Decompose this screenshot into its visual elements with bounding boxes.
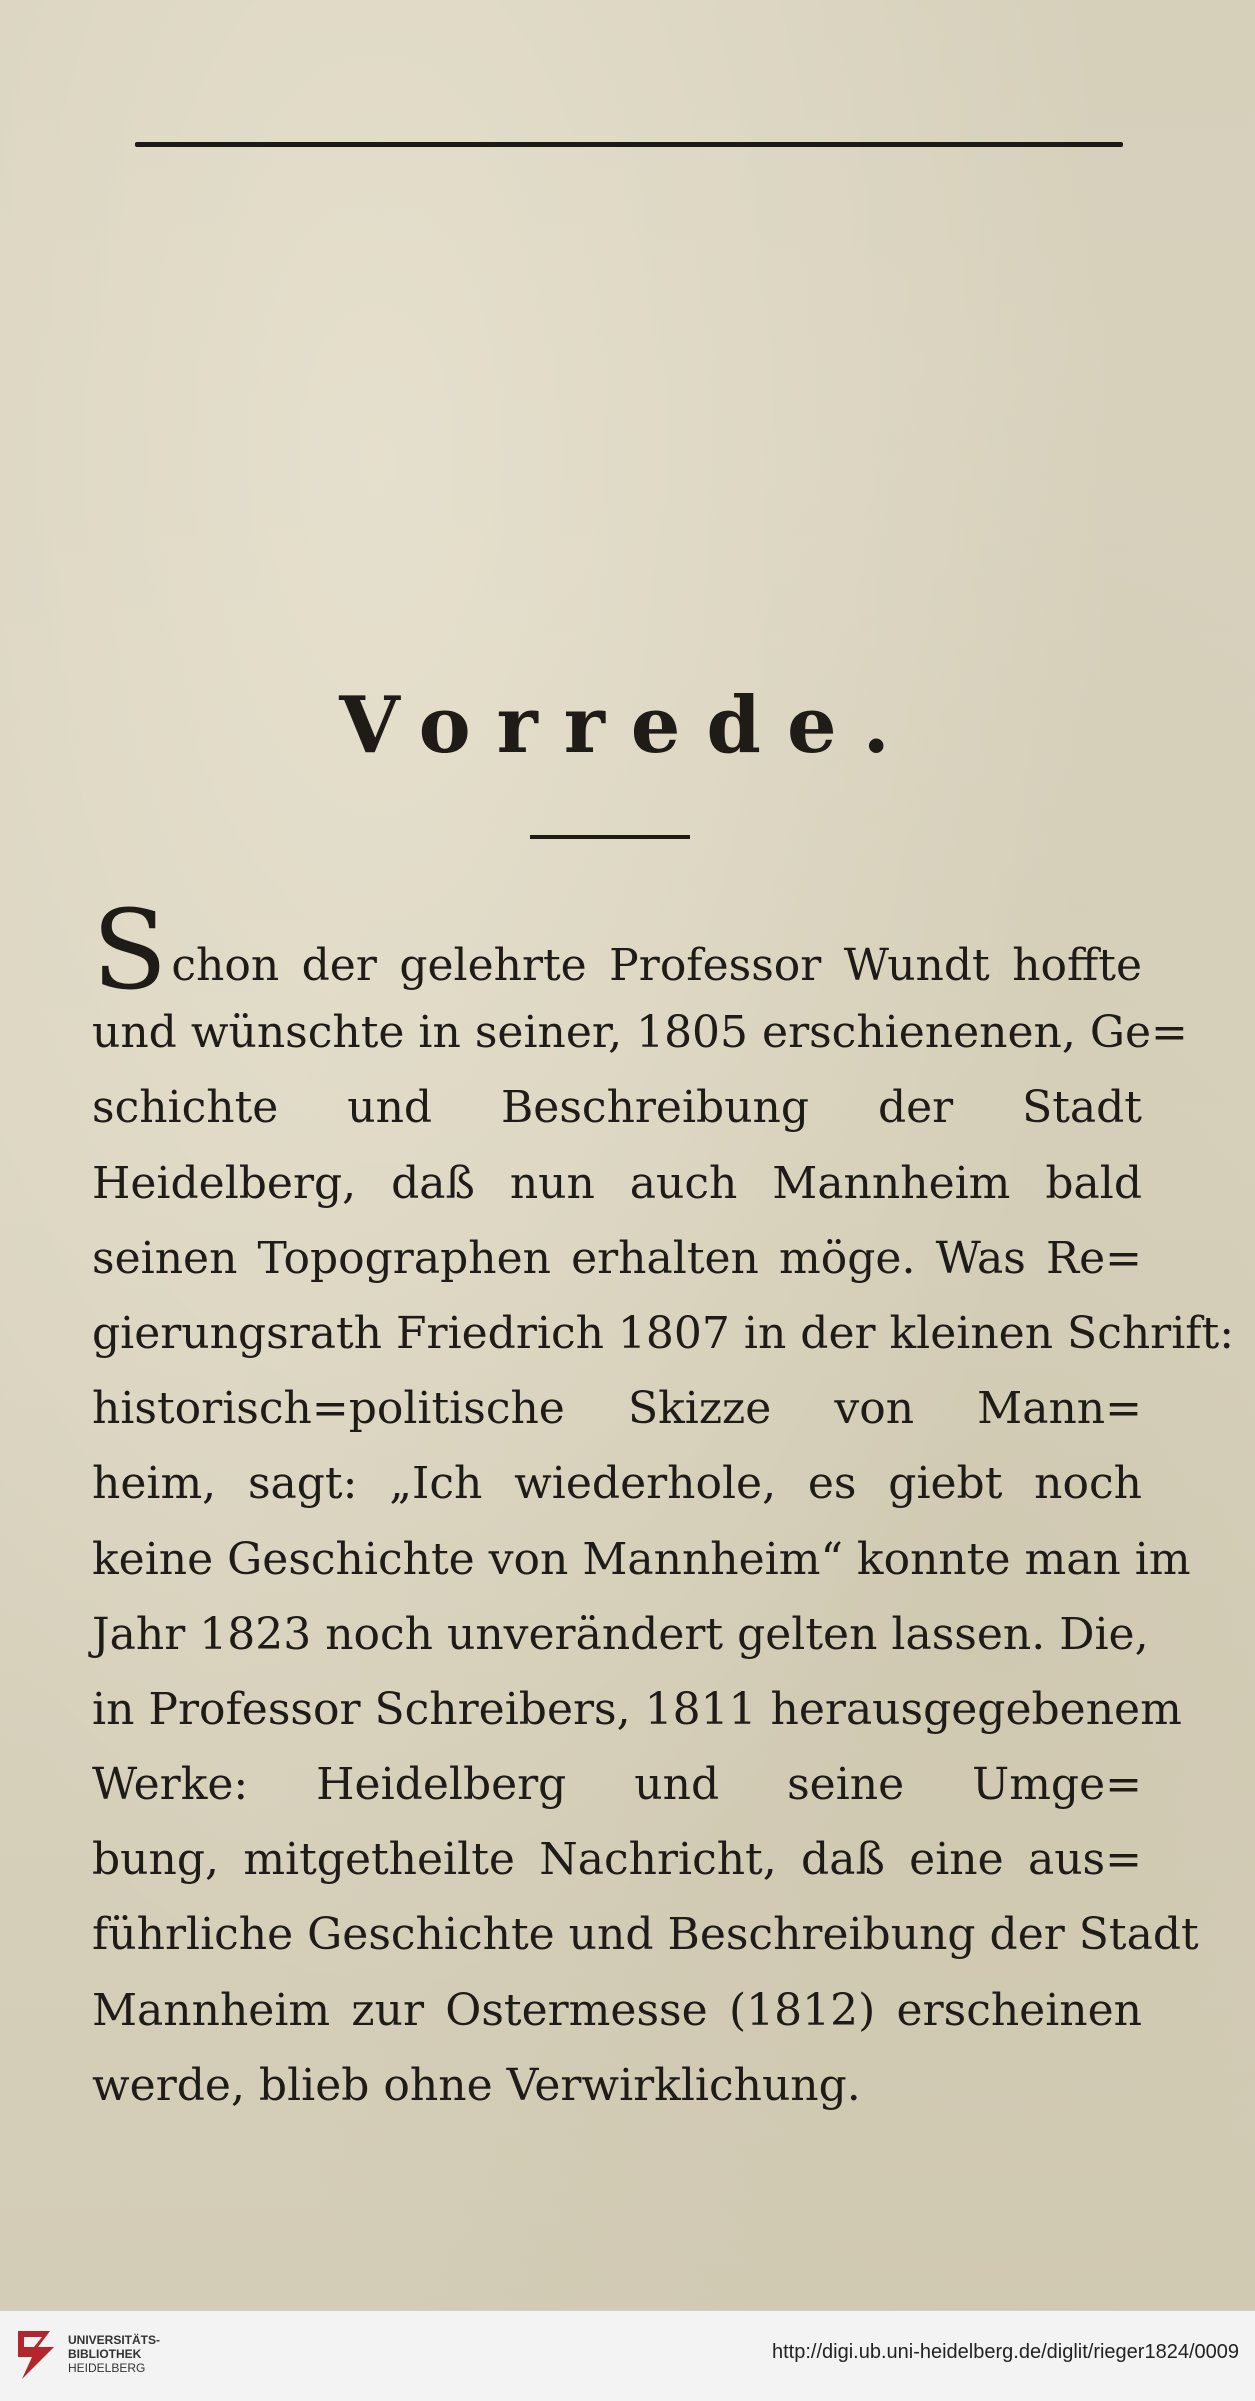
text-line: gierungsrath Friedrich 1807 in der kleinen Schrift: — [92, 1307, 1235, 1359]
logo-text: UNIVERSITÄTS- BIBLIOTHEK HEIDELBERG — [68, 2333, 161, 2375]
text-line: in Professor Schreibers, 1811 herausgegebenem — [92, 1683, 1182, 1735]
title-rule — [530, 835, 690, 839]
text-line: Jahr 1823 noch unverändert gelten lassen. Die, — [92, 1608, 1149, 1660]
text-line: und wünschte in seiner, 1805 erschienenen, Ge= — [92, 1007, 1188, 1059]
footer-bar — [0, 2310, 1255, 2401]
text-line: führliche Geschichte und Beschreibung der Stadt — [92, 1909, 1199, 1961]
top-rule — [135, 142, 1123, 147]
text-line: schichte und Beschreibung der Stadt — [92, 1082, 1142, 1134]
text-line: keine Geschichte von Mannheim“ konnte man im — [92, 1533, 1191, 1585]
text-line: historisch=politische Skizze von Mann= — [92, 1383, 1142, 1435]
text-line: heim, sagt: „Ich wiederhole, es giebt noch — [92, 1458, 1142, 1510]
text-line: seinen Topographen erhalten möge. Was Re= — [92, 1232, 1142, 1284]
source-url[interactable]: http://digi.ub.uni-heidelberg.de/diglit/rieger1824/0009 — [771, 2341, 1239, 2363]
drop-cap: S — [92, 886, 168, 1014]
body-text — [92, 886, 1235, 2123]
text-line: Heidelberg, daß nun auch Mannheim bald — [92, 1157, 1142, 1209]
university-library-logo-icon — [14, 2327, 58, 2383]
page-title: Vorrede. — [339, 680, 916, 771]
text-line: bung, mitgetheilte Nachricht, daß eine aus= — [92, 1834, 1142, 1886]
text-line: Mannheim zur Ostermesse (1812) erscheinen — [92, 1984, 1142, 2036]
text-line: werde, blieb ohne Verwirklichung. — [92, 2059, 861, 2111]
text-line: Werke: Heidelberg und seine Umge= — [92, 1759, 1142, 1811]
text-line: Schon der gelehrte Professor Wundt hoffte — [92, 886, 1142, 1014]
